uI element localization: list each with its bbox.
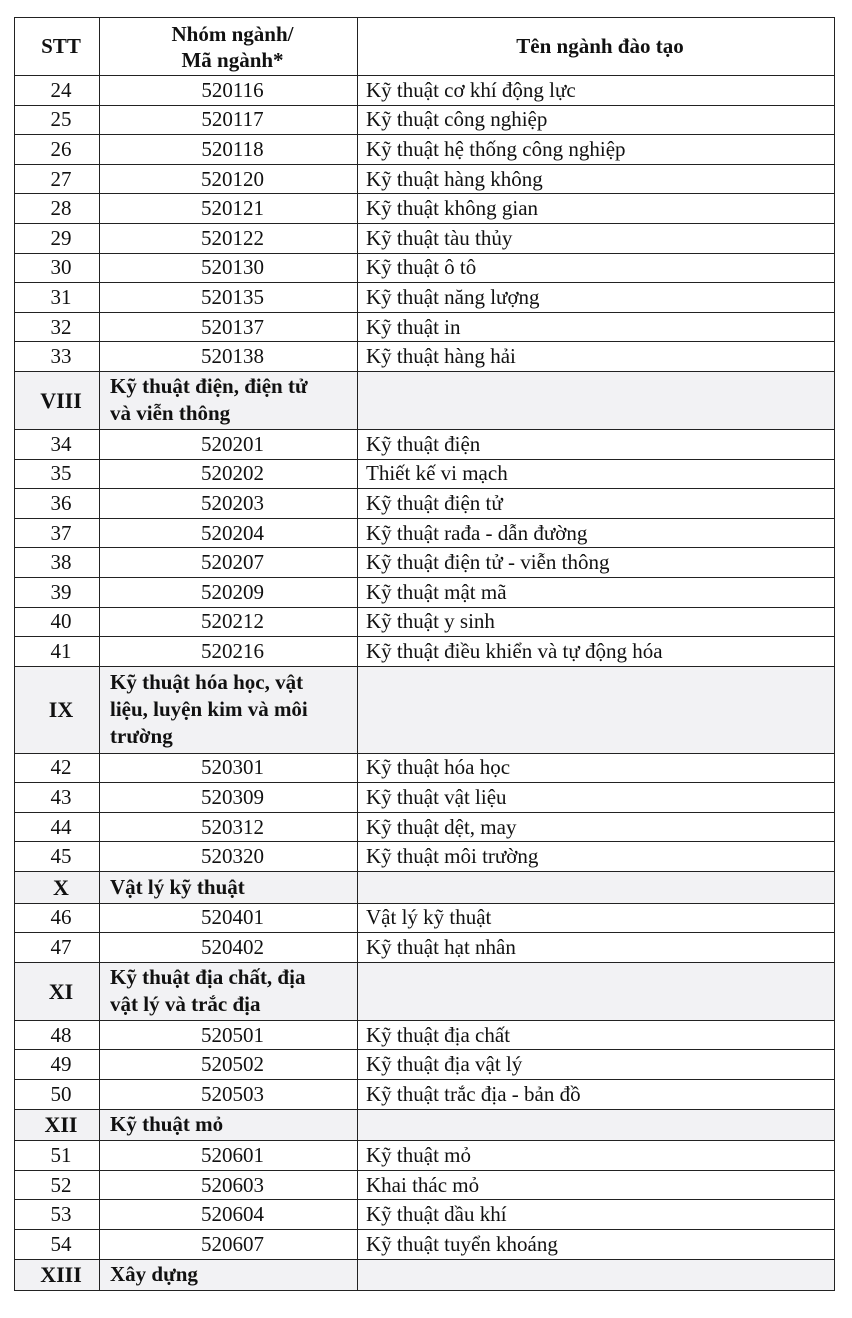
table-header-row [15, 18, 835, 76]
group-name-line: Kỹ thuật mỏ [110, 1112, 224, 1137]
group-number: XII [15, 1109, 100, 1141]
majors-table [14, 17, 835, 1291]
table-row [15, 76, 835, 106]
group-empty-cell [358, 666, 835, 753]
group-number: IX [15, 666, 100, 753]
group-row [15, 371, 835, 429]
major-name: Kỹ thuật mỏ [358, 1141, 835, 1171]
major-name: Kỹ thuật môi trường [358, 842, 835, 872]
major-code: 520204 [100, 518, 358, 548]
table-row [15, 577, 835, 607]
table-row [15, 223, 835, 253]
row-number: 32 [15, 312, 100, 342]
major-name: Kỹ thuật hàng không [358, 164, 835, 194]
major-code: 520603 [100, 1170, 358, 1200]
table-row [15, 1080, 835, 1110]
table-row [15, 933, 835, 963]
major-code: 520402 [100, 933, 358, 963]
table-row [15, 1050, 835, 1080]
major-code: 520117 [100, 105, 358, 135]
group-empty-cell [358, 1109, 835, 1141]
header-major-name: Tên ngành đào tạo [358, 18, 835, 76]
major-name: Kỹ thuật trắc địa - bản đồ [358, 1080, 835, 1110]
group-number: VIII [15, 371, 100, 429]
row-number: 27 [15, 164, 100, 194]
row-number: 50 [15, 1080, 100, 1110]
row-number: 51 [15, 1141, 100, 1171]
row-number: 48 [15, 1020, 100, 1050]
group-name-line: Kỹ thuật điện, điện tử [110, 374, 308, 399]
group-name-line: Xây dựng [110, 1262, 198, 1287]
major-name: Thiết kế vi mạch [358, 459, 835, 489]
major-code: 520607 [100, 1230, 358, 1260]
group-name-line: liệu, luyện kim và môi [110, 697, 308, 722]
major-code: 520116 [100, 76, 358, 106]
table-row [15, 312, 835, 342]
major-code: 520209 [100, 577, 358, 607]
major-name: Kỹ thuật hệ thống công nghiệp [358, 135, 835, 165]
group-name-line: vật lý và trắc địa [110, 992, 261, 1017]
table-row [15, 253, 835, 283]
table-row [15, 1141, 835, 1171]
major-code: 520216 [100, 637, 358, 667]
group-name-line: trường [110, 724, 173, 749]
group-number: X [15, 872, 100, 904]
row-number: 24 [15, 76, 100, 106]
major-code: 520301 [100, 753, 358, 783]
major-code: 520309 [100, 783, 358, 813]
major-name: Kỹ thuật tuyển khoáng [358, 1230, 835, 1260]
group-empty-cell [358, 371, 835, 429]
major-name: Kỹ thuật dệt, may [358, 812, 835, 842]
major-name: Kỹ thuật điện tử - viễn thông [358, 548, 835, 578]
major-name: Kỹ thuật rađa - dẫn đường [358, 518, 835, 548]
group-name [100, 666, 358, 753]
table-row [15, 812, 835, 842]
group-name [100, 371, 358, 429]
group-row [15, 872, 835, 904]
major-name: Kỹ thuật dầu khí [358, 1200, 835, 1230]
row-number: 33 [15, 342, 100, 372]
major-code: 520122 [100, 223, 358, 253]
major-code: 520501 [100, 1020, 358, 1050]
row-number: 52 [15, 1170, 100, 1200]
table-row [15, 842, 835, 872]
table-row [15, 1170, 835, 1200]
table-row [15, 194, 835, 224]
major-code: 520207 [100, 548, 358, 578]
major-code: 520401 [100, 903, 358, 933]
row-number: 46 [15, 903, 100, 933]
major-code: 520138 [100, 342, 358, 372]
table-row [15, 459, 835, 489]
group-number: XI [15, 962, 100, 1020]
table-row [15, 607, 835, 637]
row-number: 30 [15, 253, 100, 283]
table-row [15, 429, 835, 459]
major-name: Kỹ thuật vật liệu [358, 783, 835, 813]
row-number: 26 [15, 135, 100, 165]
table-row [15, 1020, 835, 1050]
table-row [15, 783, 835, 813]
header-group-line1: Nhóm ngành/ [171, 21, 294, 46]
table-row [15, 548, 835, 578]
major-code: 520137 [100, 312, 358, 342]
row-number: 54 [15, 1230, 100, 1260]
table-row [15, 283, 835, 313]
major-code: 520120 [100, 164, 358, 194]
major-name: Kỹ thuật không gian [358, 194, 835, 224]
table-row [15, 164, 835, 194]
row-number: 41 [15, 637, 100, 667]
group-empty-cell [358, 1259, 835, 1291]
major-name: Kỹ thuật địa vật lý [358, 1050, 835, 1080]
table-row [15, 342, 835, 372]
major-name: Khai thác mỏ [358, 1170, 835, 1200]
table-row [15, 135, 835, 165]
major-code: 520121 [100, 194, 358, 224]
major-name: Kỹ thuật y sinh [358, 607, 835, 637]
group-row [15, 962, 835, 1020]
major-code: 520503 [100, 1080, 358, 1110]
row-number: 47 [15, 933, 100, 963]
group-number: XIII [15, 1259, 100, 1291]
header-group-line2: Mã ngành* [181, 47, 284, 72]
major-code: 520130 [100, 253, 358, 283]
major-name: Kỹ thuật hạt nhân [358, 933, 835, 963]
group-name [100, 962, 358, 1020]
row-number: 25 [15, 105, 100, 135]
row-number: 39 [15, 577, 100, 607]
group-name [100, 1259, 358, 1291]
table-row [15, 753, 835, 783]
group-empty-cell [358, 962, 835, 1020]
group-name-line: Kỹ thuật địa chất, địa [110, 965, 306, 990]
row-number: 37 [15, 518, 100, 548]
major-code: 520135 [100, 283, 358, 313]
table-row [15, 637, 835, 667]
major-code: 520502 [100, 1050, 358, 1080]
table-row [15, 1230, 835, 1260]
group-name [100, 872, 358, 904]
group-row [15, 1259, 835, 1291]
major-name: Kỹ thuật ô tô [358, 253, 835, 283]
major-code: 520312 [100, 812, 358, 842]
major-name: Kỹ thuật cơ khí động lực [358, 76, 835, 106]
row-number: 28 [15, 194, 100, 224]
table-row [15, 903, 835, 933]
table-row [15, 105, 835, 135]
major-name: Kỹ thuật mật mã [358, 577, 835, 607]
major-name: Kỹ thuật điều khiển và tự động hóa [358, 637, 835, 667]
major-code: 520604 [100, 1200, 358, 1230]
major-name: Kỹ thuật hóa học [358, 753, 835, 783]
group-name-line: Kỹ thuật hóa học, vật [110, 670, 304, 695]
major-name: Kỹ thuật điện [358, 429, 835, 459]
group-name [100, 1109, 358, 1141]
row-number: 53 [15, 1200, 100, 1230]
major-code: 520201 [100, 429, 358, 459]
table-row [15, 518, 835, 548]
group-empty-cell [358, 872, 835, 904]
major-name: Kỹ thuật tàu thủy [358, 223, 835, 253]
major-name: Kỹ thuật công nghiệp [358, 105, 835, 135]
row-number: 49 [15, 1050, 100, 1080]
major-code: 520202 [100, 459, 358, 489]
row-number: 36 [15, 489, 100, 519]
group-row [15, 666, 835, 753]
group-name-line: Vật lý kỹ thuật [110, 874, 245, 899]
row-number: 34 [15, 429, 100, 459]
major-name: Kỹ thuật địa chất [358, 1020, 835, 1050]
major-name: Kỹ thuật in [358, 312, 835, 342]
row-number: 35 [15, 459, 100, 489]
row-number: 45 [15, 842, 100, 872]
table-row [15, 489, 835, 519]
header-group-code [100, 18, 358, 76]
group-row [15, 1109, 835, 1141]
major-name: Kỹ thuật năng lượng [358, 283, 835, 313]
table-row [15, 1200, 835, 1230]
major-code: 520118 [100, 135, 358, 165]
major-code: 520601 [100, 1141, 358, 1171]
row-number: 44 [15, 812, 100, 842]
major-name: Kỹ thuật hàng hải [358, 342, 835, 372]
header-stt: STT [15, 18, 100, 76]
table-body [15, 76, 835, 1291]
row-number: 43 [15, 783, 100, 813]
row-number: 31 [15, 283, 100, 313]
row-number: 29 [15, 223, 100, 253]
major-code: 520203 [100, 489, 358, 519]
major-name: Kỹ thuật điện tử [358, 489, 835, 519]
group-name-line: và viễn thông [110, 401, 231, 426]
major-code: 520212 [100, 607, 358, 637]
row-number: 40 [15, 607, 100, 637]
major-name: Vật lý kỹ thuật [358, 903, 835, 933]
row-number: 42 [15, 753, 100, 783]
major-code: 520320 [100, 842, 358, 872]
row-number: 38 [15, 548, 100, 578]
